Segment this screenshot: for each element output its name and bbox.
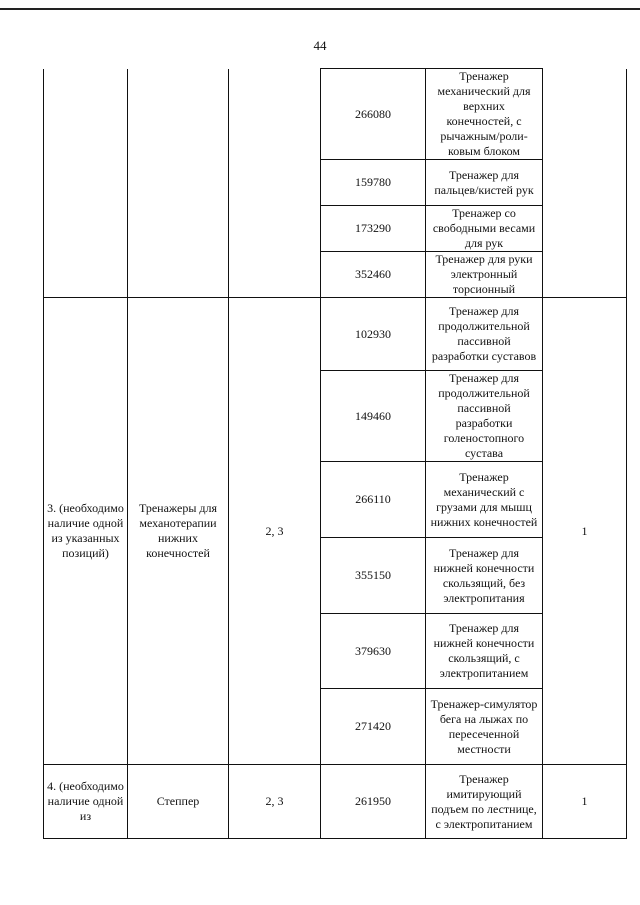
position-cell: 3. (необходимо наличие одной из указанных позиций) [44, 298, 128, 765]
code-cell: 102930 [321, 298, 426, 371]
description-cell: Тренажер механический для верхних конечностей, с рычажным/роли-ковым блоком [426, 69, 543, 160]
quantity-cell: 1 [543, 765, 627, 839]
description-cell: Тренажер со свободными весами для рук [426, 206, 543, 252]
equipment-table [43, 68, 627, 839]
code-cell: 355150 [321, 538, 426, 614]
quantity-cell-cont [543, 69, 627, 298]
code-cell: 149460 [321, 371, 426, 462]
sections-cell: 2, 3 [229, 298, 321, 765]
code-cell: 352460 [321, 252, 426, 298]
equipment-name-cell: Степпер [128, 765, 229, 839]
sections-cell-cont [229, 69, 321, 298]
description-cell: Тренажер для продолжительной пассивной разработки голеностопного сустава [426, 371, 543, 462]
position-cell: 4. (необходимо наличие одной из [44, 765, 128, 839]
table-row [44, 765, 627, 839]
equipment-name-cell: Тренажеры для механотерапии нижних конечностей [128, 298, 229, 765]
table-row [44, 298, 627, 371]
description-cell: Тренажер механический с грузами для мышц нижних конечностей [426, 462, 543, 538]
description-cell: Тренажер для руки электронный торсионный [426, 252, 543, 298]
description-cell: Тренажер для пальцев/кистей рук [426, 160, 543, 206]
code-cell: 379630 [321, 614, 426, 689]
name-cell-cont [128, 69, 229, 298]
code-cell: 173290 [321, 206, 426, 252]
code-cell: 159780 [321, 160, 426, 206]
description-cell: Тренажер имитирующий подъем по лестнице, с электропитанием [426, 765, 543, 839]
page-number: 44 [313, 38, 327, 53]
position-cell-cont [44, 69, 128, 298]
code-cell: 261950 [321, 765, 426, 839]
code-cell: 271420 [321, 689, 426, 765]
code-cell: 266110 [321, 462, 426, 538]
top-rule [0, 8, 640, 10]
code-cell: 266080 [321, 69, 426, 160]
table-row [44, 69, 627, 160]
description-cell: Тренажер для продолжительной пассивной разработки суставов [426, 298, 543, 371]
description-cell: Тренажер для нижней конечности скользящий, без электропитания [426, 538, 543, 614]
description-cell: Тренажер-симулятор бега на лыжах по пересеченной местности [426, 689, 543, 765]
description-cell: Тренажер для нижней конечности скользящий, с электропитанием [426, 614, 543, 689]
sections-cell: 2, 3 [229, 765, 321, 839]
quantity-cell: 1 [543, 298, 627, 765]
